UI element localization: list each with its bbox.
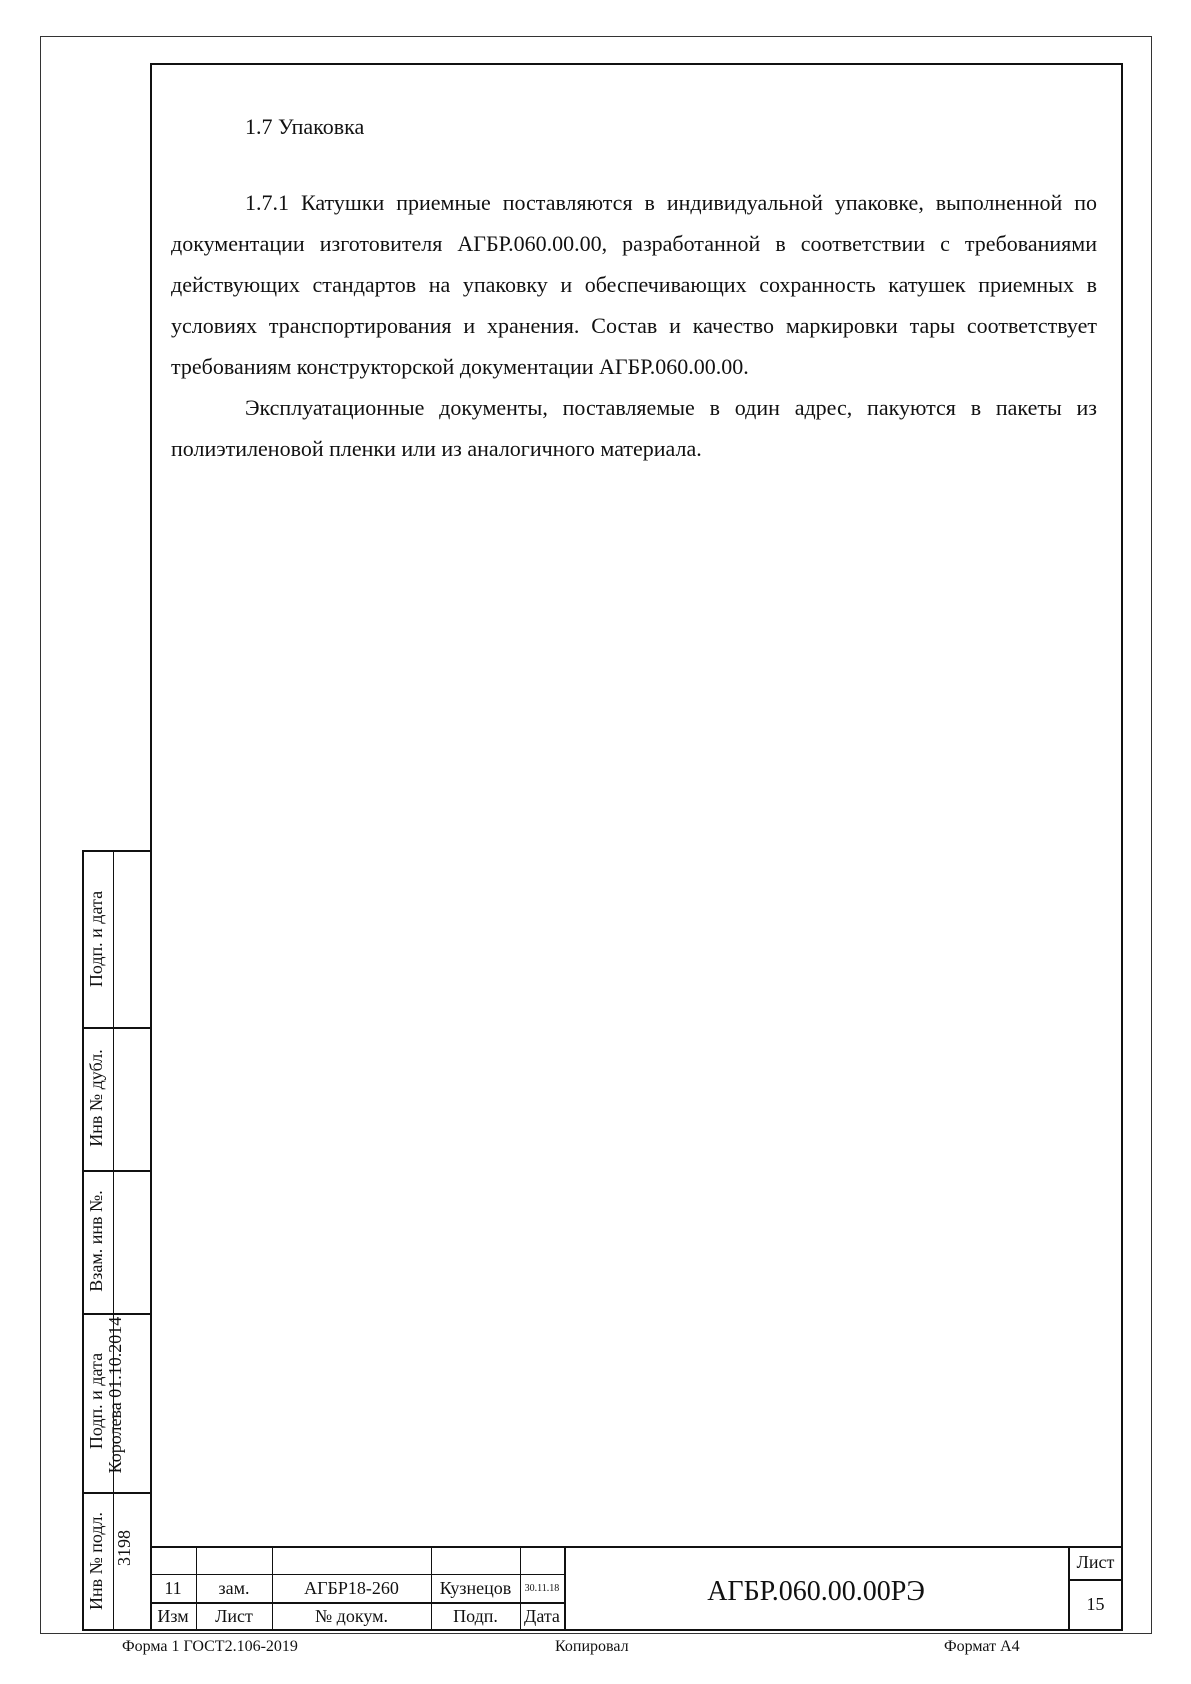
tb-line: [150, 1546, 1123, 1548]
tb-date-value: 30.11.18: [524, 1583, 560, 1594]
sheet-label: Лист: [1076, 1552, 1115, 1572]
footer-copied: Копировал: [555, 1638, 629, 1655]
tb-line: [150, 1602, 564, 1604]
tb-list-value: зам.: [218, 1578, 250, 1598]
side-line: [82, 850, 152, 852]
tb-list-header: Лист: [215, 1606, 253, 1626]
section-heading: 1.7 Упаковка: [245, 114, 365, 139]
side-border-left: [82, 850, 84, 1631]
tb-line: [150, 1574, 564, 1575]
tb-doc-value: АГБР18-260: [304, 1578, 399, 1598]
tb-podp-value: Кузнецов: [439, 1578, 512, 1598]
tb-izm-value: 11: [164, 1578, 182, 1598]
title-block: [150, 1546, 1123, 1631]
tb-doc-header: № докум.: [315, 1606, 388, 1626]
sheet-number: 15: [1086, 1594, 1105, 1614]
left-margin-table: [82, 850, 152, 1631]
label-podp-data-top: Подп. и дата: [86, 890, 106, 988]
label-inv-dubl: Инв № дубл.: [86, 1049, 106, 1147]
body-text: [171, 182, 1097, 469]
footer-format: Формат А4: [944, 1638, 1020, 1655]
tb-line: [1068, 1579, 1123, 1581]
document-code: АГБР.060.00.00РЭ: [707, 1576, 925, 1607]
label-podp-data: Подп. и дата: [86, 1352, 106, 1450]
value-podp-data: Королева 01.10.2014: [105, 1316, 125, 1474]
label-inv-podl: Инв № подл.: [86, 1511, 106, 1611]
paragraph-1: 1.7.1 Катушки приемные поставляются в индивидуальной упаковке, выполненной по документации изготовителя АГБР.060.00.00, разработанной в соответствии с требованиями действующих стандартов на упаковку и обеспечивающих сохранность катушек приемных в условиях транспортирования и хранения. Состав и качество маркировки тары соответствует требованиям конструкторской документации АГБР.060.00.00.: [171, 190, 1097, 379]
value-inv-podl: 3198: [114, 1530, 134, 1566]
tb-date-header: Дата: [524, 1606, 560, 1626]
tb-podp-header: Подп.: [453, 1606, 498, 1626]
tb-izm-header: Изм: [157, 1606, 189, 1626]
footer-form: Форма 1 ГОСТ2.106-2019: [122, 1638, 298, 1655]
label-vzam-inv: Взам. инв №.: [86, 1190, 106, 1292]
paragraph-2: Эксплуатационные документы, поставляемые в один адрес, пакуются в пакеты из полиэтиленовой пленки или из аналогичного материала.: [171, 395, 1097, 461]
